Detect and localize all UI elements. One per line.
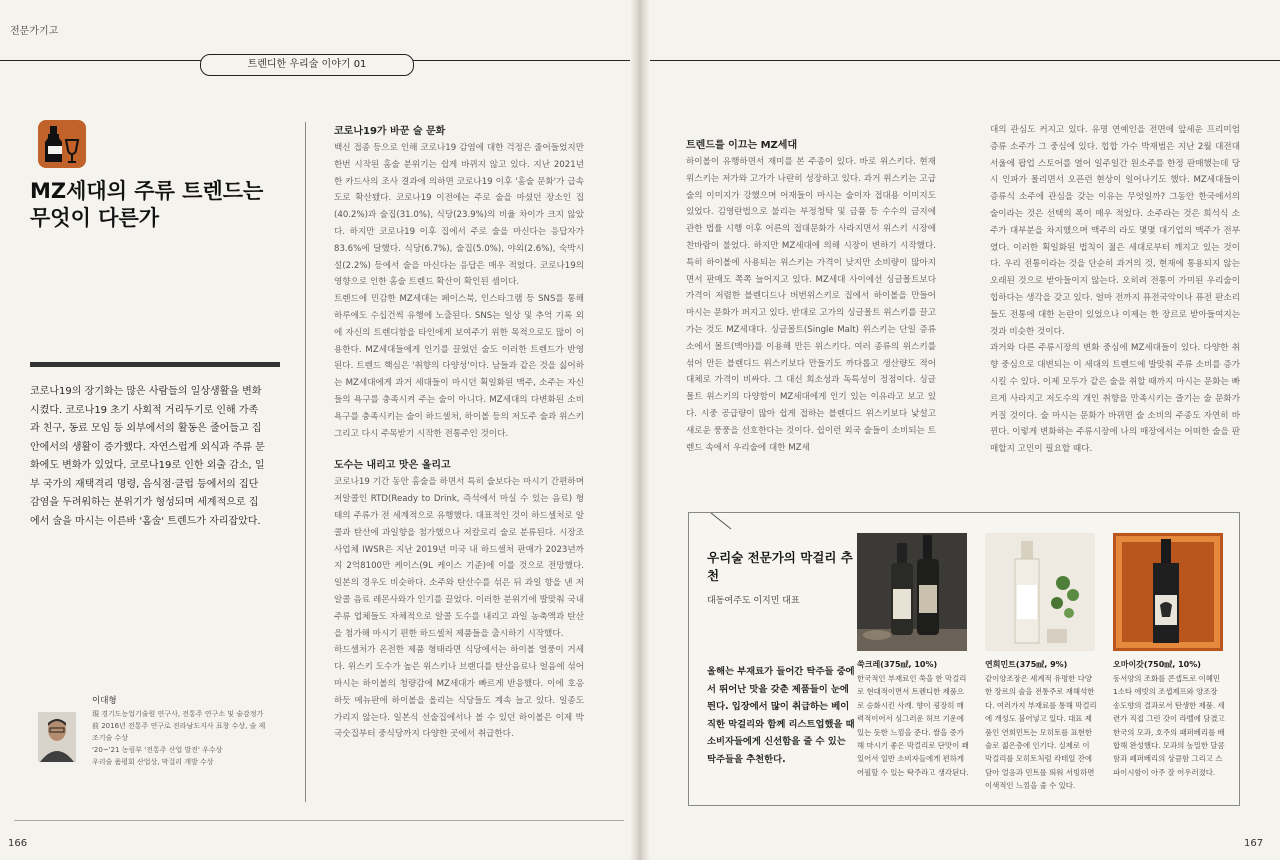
lead-paragraph: 코로나19의 장기화는 많은 사람들의 일상생활을 변화시켰다. 코로나19 초기 사회적 거리두기로 인해 가족과 친구, 동료 모임 등 외부에서의 활동은 줄어들고 집안에서의 생활이 증가했다. 자연스럽게 외식과 주류 문화에도 변화가 있었다. 코로나19로 인한 외출 감소, 일부 국가의 재택격리 명령, 음식점·클럽 등에서의 집단 감염을 두려워하는 분위기가 형성되며 세계적으로 집에서 술을 마시는 이른바 '홈술' 트렌드가 자리잡았다.: [30, 386, 265, 527]
product-name-oh-my-gat: 오마이갓(750㎖, 10%): [1113, 660, 1201, 669]
author-photo: [38, 712, 76, 762]
page-number-right: 167: [1244, 838, 1264, 849]
author-name: 이대형: [92, 696, 117, 706]
subheading-mz: 트렌드를 이끄는 MZ세대: [686, 140, 798, 151]
subheading-abv: 도수는 내리고 맛은 올리고: [334, 460, 451, 472]
product-desc-ssukre: 한국적인 부재료인 쑥을 한 막걸리로 현대적이면서 트렌디한 제품으로 승화시킨 사례. 향이 굉장히 매력적이어서 싱그러운 허브 기운에 있는 듯한 느낌을 준다. 쌀을 증가해 마시기 좋은 막걸리로 단맛이 꽤 있어서 일반 소비자들에게 편하게 어필할 수 있는 탁주라고 생각된다.: [857, 674, 969, 777]
box-title: 우리술 전문가의 막걸리 추천: [707, 550, 853, 583]
paragraph: 과거와 다른 주류시장의 변화 중심에 MZ세대들이 있다. 다양한 취향 중심으로 대변되는 이 세대의 트렌드에 발맞춰 주류 소비를 증가시킬 수 있다. 이제 모두가 같은 술을 취할 때까지 마시는 문화는 빠르게 사라지고 저도수의 개인 취향을 만족시키는 즐기는 술 문화가 커질 것이다. 술 마시는 문화가 바뀌면 술 소비의 주종도 자연히 바뀐다. 이렇게 변화하는 주류시장에 나의 매장에서는 어떠한 술을 판매할지 고민이 필요할 때다.: [990, 343, 1240, 455]
headline-rule: [30, 362, 280, 367]
product-name-ssukre: 쑥크레(375㎖, 10%): [857, 660, 938, 669]
series-pill: 트렌디한 우리술 이야기 01: [200, 54, 414, 76]
column-divider: [305, 122, 306, 802]
section-label: 전문가기고: [10, 26, 59, 37]
article-headline: MZ세대의 주류 트렌드는 무엇이 다른가: [30, 179, 264, 230]
author-bio: 現 경기도농업기술원 연구사, 전통주 연구소 및 술감정가 前 2016년 전통주 연구로 전라남도지사 표창 수상, 술 제조기술 수상 '20~'21 농림부 '전통주 산업 발전' 우수상 우리술 품평회 산업상, 막걸리 개발 수상: [92, 710, 266, 766]
product-name-yeonhee-mint: 연희민트(375㎖, 9%): [985, 660, 1068, 669]
paragraph: 백신 접종 등으로 인해 코로나19 감염에 대한 걱정은 줄어들었지만 한번 시작된 홈술 분위기는 쉽게 바뀌지 않고 있다. 지난 2021년 한 카드사의 조사 결과에 의하면 코로나19 이후 '홈술 문화'가 급속도로 확산됐다. 코로나19 이전에는 주로 술을 마셨던 장소인 집(40.2%)과 술집(31.0%), 식당(23.9%)의 비율 차이가 크지 않았다. 하지만 코로나19 이후 집에서 주로 술을 마신다는 응답자가 83.6%에 달했다. 식당(6.7%), 술집(5.0%), 야외(2.6%), 숙박시설(2.2%) 등에서 술을 마신다는 응답은 매우 적었다. 코로나19의 영향으로 인한 홈술 트렌드 확산이 확인된 셈이다.: [334, 143, 584, 288]
article-column-3: [990, 122, 1240, 458]
bottle-and-glass-icon: [38, 120, 86, 168]
book-gutter: [630, 0, 650, 860]
product-photo-yeonhee-mint: [985, 533, 1095, 651]
left-page: [0, 0, 638, 860]
makgeolli-recommendation-box: [688, 512, 1240, 806]
paragraph: 하드셀처가 온전한 제품 형태라면 식당에서는 하이볼 열풍이 거세다. 위스키 도수가 높은 위스키나 브랜디를 탄산음료나 얼음에 섞어 마시는 하이볼의 청량감에 MZ세대가 빠르게 반응했다. 이에 호응하듯 메뉴판에 하이볼을 올리는 식당들도 계속 늘고 있다. 일종도 가리지 않는다. 일본식 선술집에서나 볼 수 있던 하이볼은 이제 박국숫집부터 중식당까지 다양한 곳에서 취급한다.: [334, 645, 584, 740]
paragraph: 코로나19 기간 동안 홈술을 하면서 특히 술보다는 마시기 간편하며 저알콜인 RTD(Ready to Drink, 즉석에서 마실 수 있는 음료) 형태의 주류가 전 세계적으로 유행했다. 대표적인 것이 하드셀처로 알콜과 탄산에 과일향을 첨가했으나 저칼로리 술로 분류된다. 시장조사업체 IWSR은 지난 2019년 미국 내 하드셀처 판매가 2023년까지 2억8100만 케이스(9L 케이스 기준)에 이를 것으로 전망했다. 일본의 경우도 비슷하다. 소주와 탄산수를 섞은 뒤 과일 향을 낸 저알콜 음료 레몬사와가 인기를 끌었다. 이러한 분위기에 발맞춰 국내 주류 업체들도 자체적으로 알콜 도수를 내리고 과일 농축액과 탄산을 첨가해 마시기 편한 하드셀처 제품들을 출시하기 시작했다.: [334, 477, 584, 639]
product-desc-oh-my-gat: 동서양의 조화를 콘셉트로 이혜민 1소타 에빗의 조셉제프와 양조장 송도향의 결과로서 탄생한 제품. 세련가 직접 그린 갓이 라벨에 담겼고 한국의 모과, 호주의 패퍼베리를 배합해 완성했다. 모과의 농밀한 달콤함과 페퍼베리의 상큼함 그리고 스파이시함이 아주 잘 어우러졌다.: [1113, 674, 1225, 777]
box-subtitle: 대동여주도 이지민 대표: [707, 596, 800, 606]
product-photo-ssukre: [857, 533, 967, 651]
product-desc-yeonhee-mint: 같이양조장은 세계적 유명한 다양한 장르의 술을 전통주로 재해석한다. 여러가지 부재료를 통해 막걸리에 개성도 불어넣고 있다. 대표 제품인 연희민트는 모히토를 표현한 술로 젊은층에 인기다. 실제로 이 막걸리를 모히토처럼 칵테일 잔에 담아 얼음과 민트를 띄워 서빙하면 이색적인 느낌을 줄 수 있다.: [985, 674, 1097, 791]
paragraph: 하이볼이 유행하면서 재미를 본 주종이 있다. 바로 위스키다. 현재 위스키는 저가와 고가가 나란히 성장하고 있다. 과거 위스키는 고급 술의 이미지가 강했으며 어재들이 마시는 술이자 접대용 이미지도 있었다. 김영란법으로 불리는 부정청탁 및 금품 등 수수의 금지에 관한 법률 시행 이후 어른의 접대문화가 사라지면서 위스키 시장에 찬바람이 불었다. 하지만 MZ세대에 의해 시장이 변하기 시작했다. 특히 하이볼에 사용되는 위스키는 가격이 낮지만 소비량이 많아지면서 판매도 쪽쪽 늘어지고 있다. MZ세대 사이에선 싱글몰트보다 가격이 저렴한 블렌디드나 버번위스키로 집에서 하이볼을 만들어 마시는 문화가 퍼지고 있다. 반대로 고가의 싱글몰트 위스키를 끌고 가는 것도 MZ세대다. 싱글몰트(Single Malt) 위스키는 단일 증류소에서 몰트(맥아)를 이용해 만든 위스키다. 여러 종류의 위스키를 섞어 만든 블렌디드 위스키보다 만들기도 까다롭고 생산량도 적어 대체로 가격이 비싸다. 그 대신 희소성과 독특성이 정점이다. 싱글몰트 위스키의 다양함이 MZ세대에게 인기 있는 이유라고 보고 있다. 시중 공급량이 많아 쉽게 접하는 블렌디드 위스키보다 낯설고 새로운 풍풍을 선호한다는 것이다. 쉽이런 외국 술들이 소비되는 트렌드 속에서 우리술에 대한 MZ세: [686, 157, 936, 453]
product-photo-oh-my-gat: [1113, 533, 1223, 651]
subheading-covid: 코로나19가 바꾼 술 문화: [334, 126, 446, 137]
box-intro: 올해는 부재료가 들어간 탁주들 중에서 뛰어난 맛을 갖춘 제품들이 눈에 띈다. 입장에서 많이 취급하는 베이직한 막걸리와 함께 리스트업했을 때 소비자들에게 신선함을 줄 수 있는 탁주들을 추천한다.: [707, 666, 855, 765]
corner-slash-decoration: [709, 511, 735, 531]
paragraph: 트렌드에 민감한 MZ세대는 페이스북, 인스타그램 등 SNS를 통해 하루에도 수십건씩 유행에 노출된다. SNS는 일상 및 추억 기록 외에 자신의 트렌디함을 타인에게 보여주기 위한 목적으로도 많이 이용한다. MZ세대들에게 인기를 끌었던 술도 이러한 트렌드가 반영된다. 트렌드 핵심은 '취향의 다양성'이다. 남들과 같은 것을 싫어하는 MZ세대에게 과거 세대들이 마시던 획일화된 맥주, 소주는 자신들의 욕구를 충족시켜 주는 술이 아니다. MZ세대의 다변화된 소비 욕구를 충족시키는 술이 하드셀처, 하이볼 등의 저도주 술과 위스키 그리고 다시 주목받기 시작한 전통주인 것이다.: [334, 294, 584, 439]
top-rule: [642, 60, 1280, 61]
article-column-1: [334, 122, 584, 743]
page-number-left: 166: [8, 838, 28, 849]
article-column-2: [686, 136, 936, 456]
paragraph: 대의 관심도 커지고 있다. 유명 연예인을 전면에 앞세운 프리미엄 증류 소주가 그 중심에 있다. 힙합 가수 박재범은 지난 2월 대전대 서울에 팝업 스토어를 열어 일주일간 원소주를 한정 판매했는데 당시 인파가 몰리면서 오픈런 현상이 일어나기도 했다. MZ세대들이 증류식 소주에 관심을 갖는 이유는 무엇일까? 그동안 한국에서의 술이라는 것은 선택의 폭이 매우 적었다. 소주라는 것은 희석식 소주가 대부분을 차지했으며 맥주의 라도 몇몇 대기업의 맥주가 전부였다. 이러한 획일화된 법칙이 젊은 세대로부터 깨지고 있는 것이다. 우리 전통이라는 것을 단순히 과거의 것, 현재에 통용되지 않는 오래된 것으로 받아들이지 않는다. 오히려 전통이 가미된 우리술이 힙하다는 생각을 갖고 있다. 얼마 전까지 퓨전국악이나 퓨전 판소리들도 전통에 대한 논란이 있었으나 이제는 한 장르로 받아들여지는 것과 비슷한 것이다.: [990, 125, 1240, 337]
bottom-rule: [14, 820, 624, 821]
